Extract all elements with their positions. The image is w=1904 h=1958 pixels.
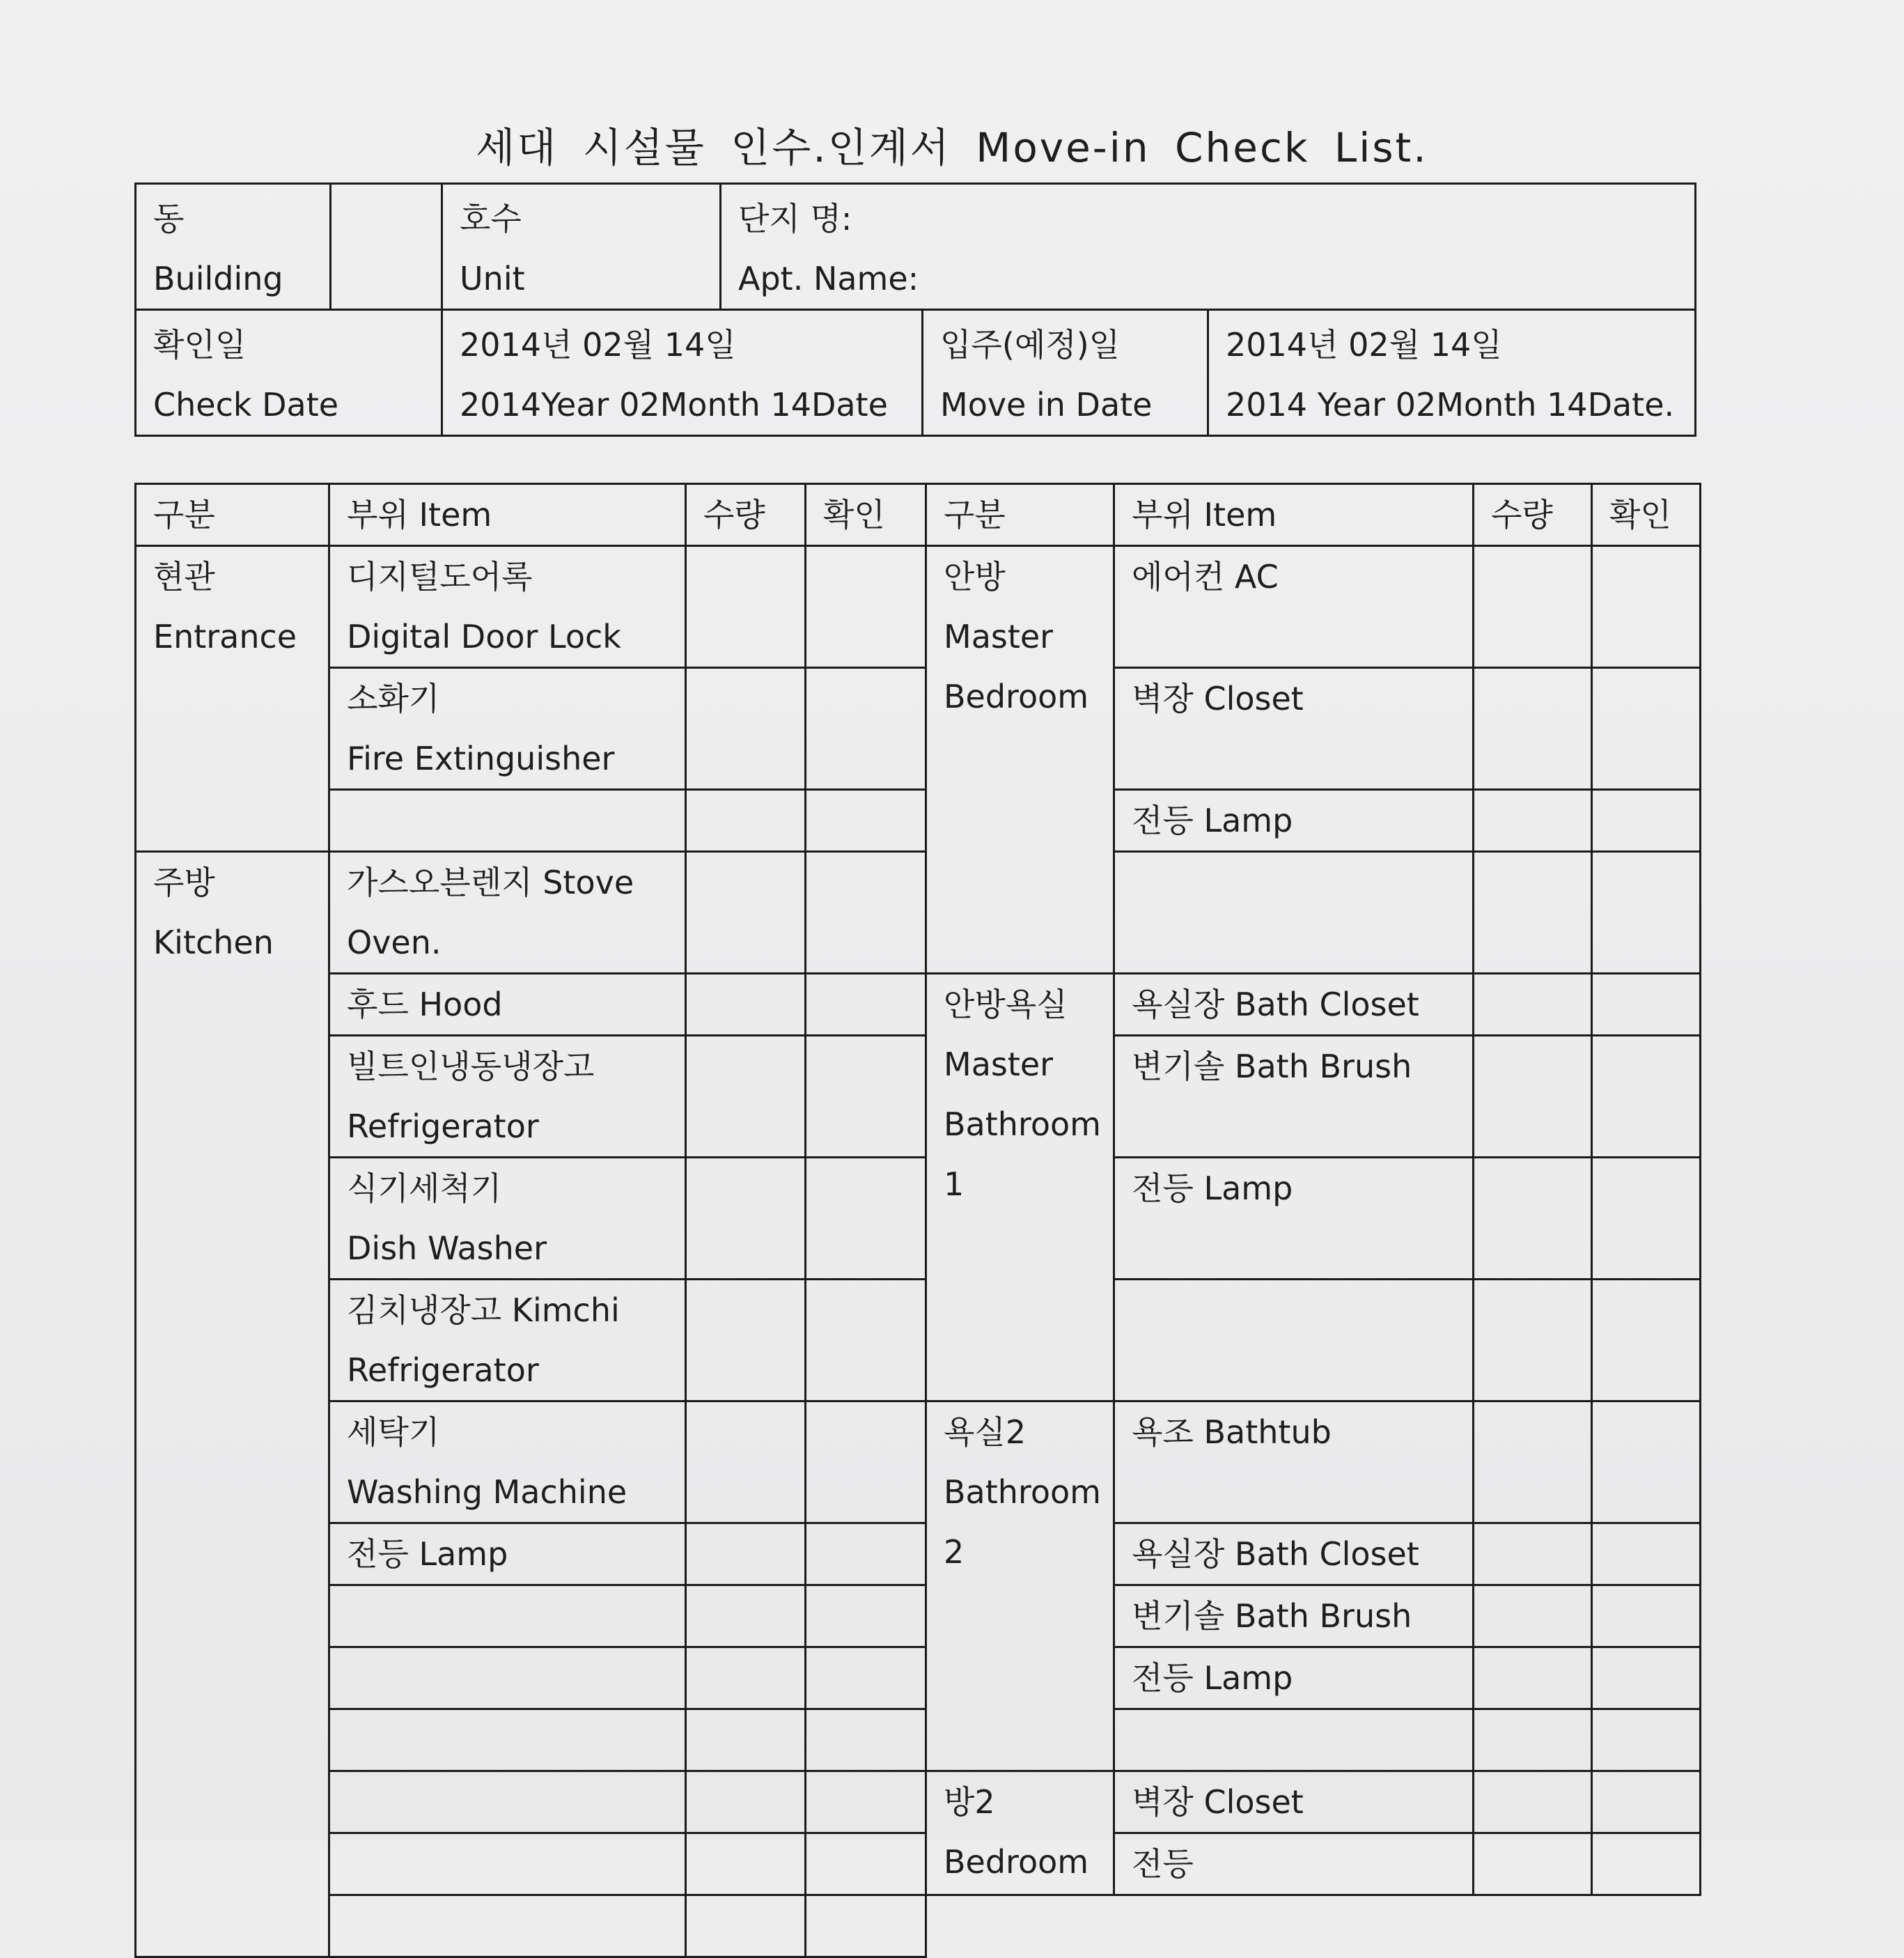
item-refrigerator: [329, 1036, 686, 1158]
checklist-right-table: [925, 483, 1701, 1896]
item-label-ko: 식기세척기: [347, 1170, 502, 1207]
confirm-cell[interactable]: [806, 668, 926, 790]
category-label-en: Bathroom: [944, 1105, 1101, 1143]
confirm-cell[interactable]: [1592, 1833, 1701, 1895]
confirm-cell[interactable]: [1592, 1158, 1701, 1280]
item-label: 욕실장 Bath Closet: [1132, 1535, 1419, 1573]
confirm-cell[interactable]: [1592, 1647, 1701, 1709]
item-lamp: [1114, 1158, 1474, 1280]
confirm-cell[interactable]: [806, 1523, 926, 1585]
header-confirm: 확인: [806, 484, 926, 546]
category-kitchen-ko: 주방: [153, 864, 215, 901]
category-master-bedroom: [926, 546, 1114, 974]
confirm-cell[interactable]: [1592, 1523, 1701, 1585]
category-bedroom-2: [926, 1771, 1114, 1895]
category-kitchen: [136, 852, 329, 1957]
item-bath-brush: [1114, 1036, 1474, 1158]
item-label: 벽장 Closet: [1132, 680, 1304, 717]
item-lamp: [1114, 1647, 1474, 1709]
building-label-en: Building: [153, 260, 283, 297]
item-empty[interactable]: [329, 1709, 686, 1771]
item-empty[interactable]: [329, 1895, 686, 1957]
quantity-cell[interactable]: [1474, 1523, 1592, 1585]
item-label-en: Oven.: [347, 924, 442, 961]
item-closet: [1114, 1771, 1474, 1833]
item-lamp: [1114, 1833, 1474, 1895]
category-label-en: Bathroom: [944, 1473, 1101, 1511]
item-label: 전등 Lamp: [1132, 1170, 1293, 1207]
quantity-cell[interactable]: [686, 1833, 806, 1895]
item-kimchi-refrigerator: [329, 1280, 686, 1401]
item-empty[interactable]: [1114, 852, 1474, 974]
check-date-label-ko: 확인일: [153, 326, 247, 364]
category-label-en: Master: [944, 618, 1054, 655]
confirm-cell[interactable]: [806, 1895, 926, 1957]
quantity-cell[interactable]: [1474, 1709, 1592, 1771]
move-in-date-label-ko: 입주(예정)일: [940, 326, 1121, 364]
header-quantity: 수량: [1474, 484, 1592, 546]
item-label: 벽장 Closet: [1132, 1783, 1304, 1821]
category-label-ko: 안방욕실: [944, 986, 1068, 1023]
item-empty[interactable]: [329, 790, 686, 852]
move-in-date-value-en: 2014 Year 02Month 14Date.: [1226, 386, 1675, 424]
item-ac: [1114, 546, 1474, 668]
confirm-cell[interactable]: [806, 1833, 926, 1895]
item-label: 변기솔 Bath Brush: [1132, 1048, 1412, 1085]
quantity-cell[interactable]: [1474, 852, 1592, 974]
item-label-ko: 전등 Lamp: [347, 1535, 508, 1573]
confirm-cell[interactable]: [806, 852, 926, 974]
item-washing-machine: [329, 1401, 686, 1523]
category-label-en: Master: [944, 1046, 1054, 1083]
item-label-ko: 김치냉장고 Kimchi: [347, 1291, 620, 1329]
apt-name-label-ko: 단지 명:: [738, 200, 852, 238]
item-hood: [329, 974, 686, 1036]
confirm-cell[interactable]: [806, 1036, 926, 1158]
category-label-ko: 욕실2: [944, 1413, 1027, 1451]
quantity-cell[interactable]: [686, 1280, 806, 1401]
confirm-cell[interactable]: [806, 546, 926, 668]
item-label-en: Digital Door Lock: [347, 618, 621, 655]
category-label-ko: 안방: [944, 558, 1006, 596]
item-label-ko: 가스오븐렌지 Stove: [347, 864, 634, 901]
item-label-ko: 세탁기: [347, 1413, 440, 1451]
building-label-ko: 동: [153, 200, 185, 238]
confirm-cell[interactable]: [1592, 1585, 1701, 1647]
quantity-cell[interactable]: [1474, 790, 1592, 852]
quantity-cell[interactable]: [686, 546, 806, 668]
confirm-cell[interactable]: [1592, 1280, 1701, 1401]
item-fire-extinguisher: [329, 668, 686, 790]
item-lamp: [329, 1523, 686, 1585]
quantity-cell[interactable]: [686, 668, 806, 790]
move-in-date-value-cell: [1208, 310, 1696, 436]
item-empty[interactable]: [1114, 1280, 1474, 1401]
unit-label-en: Unit: [460, 260, 525, 297]
category-entrance: [136, 546, 329, 852]
quantity-cell[interactable]: [686, 1895, 806, 1957]
item-stove-oven: [329, 852, 686, 974]
document-title: 세대 시설물 인수.인계서 Move-in Check List.: [476, 124, 1428, 171]
item-empty[interactable]: [329, 1771, 686, 1833]
confirm-cell[interactable]: [1592, 1036, 1701, 1158]
item-label-en: Refrigerator: [347, 1108, 539, 1145]
item-empty[interactable]: [329, 1585, 686, 1647]
item-label: 에어컨 AC: [1132, 558, 1279, 596]
confirm-cell[interactable]: [1592, 790, 1701, 852]
quantity-cell[interactable]: [686, 1523, 806, 1585]
item-label-ko: 디지털도어록: [347, 558, 533, 596]
move-in-date-value-ko: 2014년 02월 14일: [1226, 326, 1502, 364]
category-label-en: Bedroom: [944, 678, 1089, 715]
check-date-label-cell: [136, 310, 442, 436]
confirm-cell[interactable]: [1592, 974, 1701, 1036]
header-confirm: 확인: [1592, 484, 1701, 546]
confirm-cell[interactable]: [806, 974, 926, 1036]
move-in-date-label-en: Move in Date: [940, 386, 1153, 424]
item-label-ko: 소화기: [347, 680, 440, 717]
check-date-value-ko: 2014년 02월 14일: [460, 326, 736, 364]
quantity-cell[interactable]: [1474, 546, 1592, 668]
item-bathtub: [1114, 1401, 1474, 1523]
quantity-cell[interactable]: [686, 1709, 806, 1771]
quantity-cell[interactable]: [1474, 974, 1592, 1036]
info-table: [134, 182, 1696, 437]
quantity-cell[interactable]: [686, 1401, 806, 1523]
quantity-cell[interactable]: [1474, 1158, 1592, 1280]
confirm-cell[interactable]: [806, 1647, 926, 1709]
confirm-cell[interactable]: [806, 1585, 926, 1647]
category-bathroom-2: [926, 1401, 1114, 1771]
confirm-cell[interactable]: [806, 790, 926, 852]
confirm-cell[interactable]: [1592, 1771, 1701, 1833]
header-category: 구분: [136, 484, 329, 546]
header-item: 부위 Item: [329, 484, 686, 546]
header-category: 구분: [926, 484, 1114, 546]
quantity-cell[interactable]: [686, 1647, 806, 1709]
check-date-value-cell: [442, 310, 923, 436]
item-dish-washer: [329, 1158, 686, 1280]
check-date-value-en: 2014Year 02Month 14Date: [460, 386, 888, 424]
category-entrance-ko: 현관: [153, 558, 215, 596]
item-label-ko: 빌트인냉동냉장고: [347, 1048, 595, 1085]
quantity-cell[interactable]: [1474, 1647, 1592, 1709]
quantity-cell[interactable]: [1474, 1585, 1592, 1647]
confirm-cell[interactable]: [1592, 546, 1701, 668]
item-label-en: Washing Machine: [347, 1473, 627, 1511]
item-lamp: [1114, 790, 1474, 852]
item-label: 변기솔 Bath Brush: [1132, 1597, 1412, 1635]
item-label: 전등 Lamp: [1132, 802, 1293, 839]
item-empty[interactable]: [329, 1833, 686, 1895]
item-empty[interactable]: [1114, 1709, 1474, 1771]
header-quantity: 수량: [686, 484, 806, 546]
item-bath-closet: [1114, 974, 1474, 1036]
checklist-left-table: [134, 483, 927, 1958]
quantity-cell[interactable]: [686, 852, 806, 974]
item-label-en: Refrigerator: [347, 1351, 539, 1389]
category-label-en: 1: [944, 1165, 965, 1203]
item-label-en: Dish Washer: [347, 1229, 547, 1267]
quantity-cell[interactable]: [1474, 1771, 1592, 1833]
confirm-cell[interactable]: [806, 1401, 926, 1523]
building-value-cell[interactable]: [331, 184, 442, 310]
confirm-cell[interactable]: [806, 1158, 926, 1280]
item-label: 전등 Lamp: [1132, 1659, 1293, 1697]
item-label: 전등: [1132, 1845, 1194, 1883]
quantity-cell[interactable]: [686, 1585, 806, 1647]
quantity-cell[interactable]: [1474, 1280, 1592, 1401]
item-bath-brush: [1114, 1585, 1474, 1647]
category-kitchen-en: Kitchen: [153, 924, 274, 961]
quantity-cell[interactable]: [686, 1036, 806, 1158]
item-label-en: Fire Extinguisher: [347, 740, 615, 777]
quantity-cell[interactable]: [1474, 1401, 1592, 1523]
unit-label-cell: [442, 184, 721, 310]
move-in-date-label-cell: [923, 310, 1208, 436]
category-entrance-en: Entrance: [153, 618, 297, 655]
apt-name-cell[interactable]: [721, 184, 1696, 310]
category-label-en: 2: [944, 1533, 965, 1571]
quantity-cell[interactable]: [1474, 668, 1592, 790]
quantity-cell[interactable]: [686, 1771, 806, 1833]
item-label: 욕실장 Bath Closet: [1132, 986, 1419, 1023]
quantity-cell[interactable]: [686, 790, 806, 852]
confirm-cell[interactable]: [806, 1709, 926, 1771]
building-label-cell: [136, 184, 331, 310]
item-empty[interactable]: [329, 1647, 686, 1709]
confirm-cell[interactable]: [806, 1771, 926, 1833]
category-label-ko: 방2: [944, 1783, 995, 1821]
check-date-label-en: Check Date: [153, 386, 339, 424]
unit-label-ko: 호수: [460, 200, 522, 238]
quantity-cell[interactable]: [686, 1158, 806, 1280]
confirm-cell[interactable]: [1592, 1401, 1701, 1523]
confirm-cell[interactable]: [1592, 852, 1701, 974]
category-master-bathroom: [926, 974, 1114, 1401]
item-digital-door-lock: [329, 546, 686, 668]
quantity-cell[interactable]: [1474, 1833, 1592, 1895]
quantity-cell[interactable]: [686, 974, 806, 1036]
apt-name-label-en: Apt. Name:: [738, 260, 919, 297]
header-item: 부위 Item: [1114, 484, 1474, 546]
item-label-ko: 후드 Hood: [347, 986, 503, 1023]
category-label-en: Bedroom: [944, 1843, 1089, 1881]
item-closet: [1114, 668, 1474, 790]
confirm-cell[interactable]: [1592, 1709, 1701, 1771]
quantity-cell[interactable]: [1474, 1036, 1592, 1158]
item-label: 욕조 Bathtub: [1132, 1413, 1332, 1451]
confirm-cell[interactable]: [1592, 668, 1701, 790]
item-bath-closet: [1114, 1523, 1474, 1585]
confirm-cell[interactable]: [806, 1280, 926, 1401]
